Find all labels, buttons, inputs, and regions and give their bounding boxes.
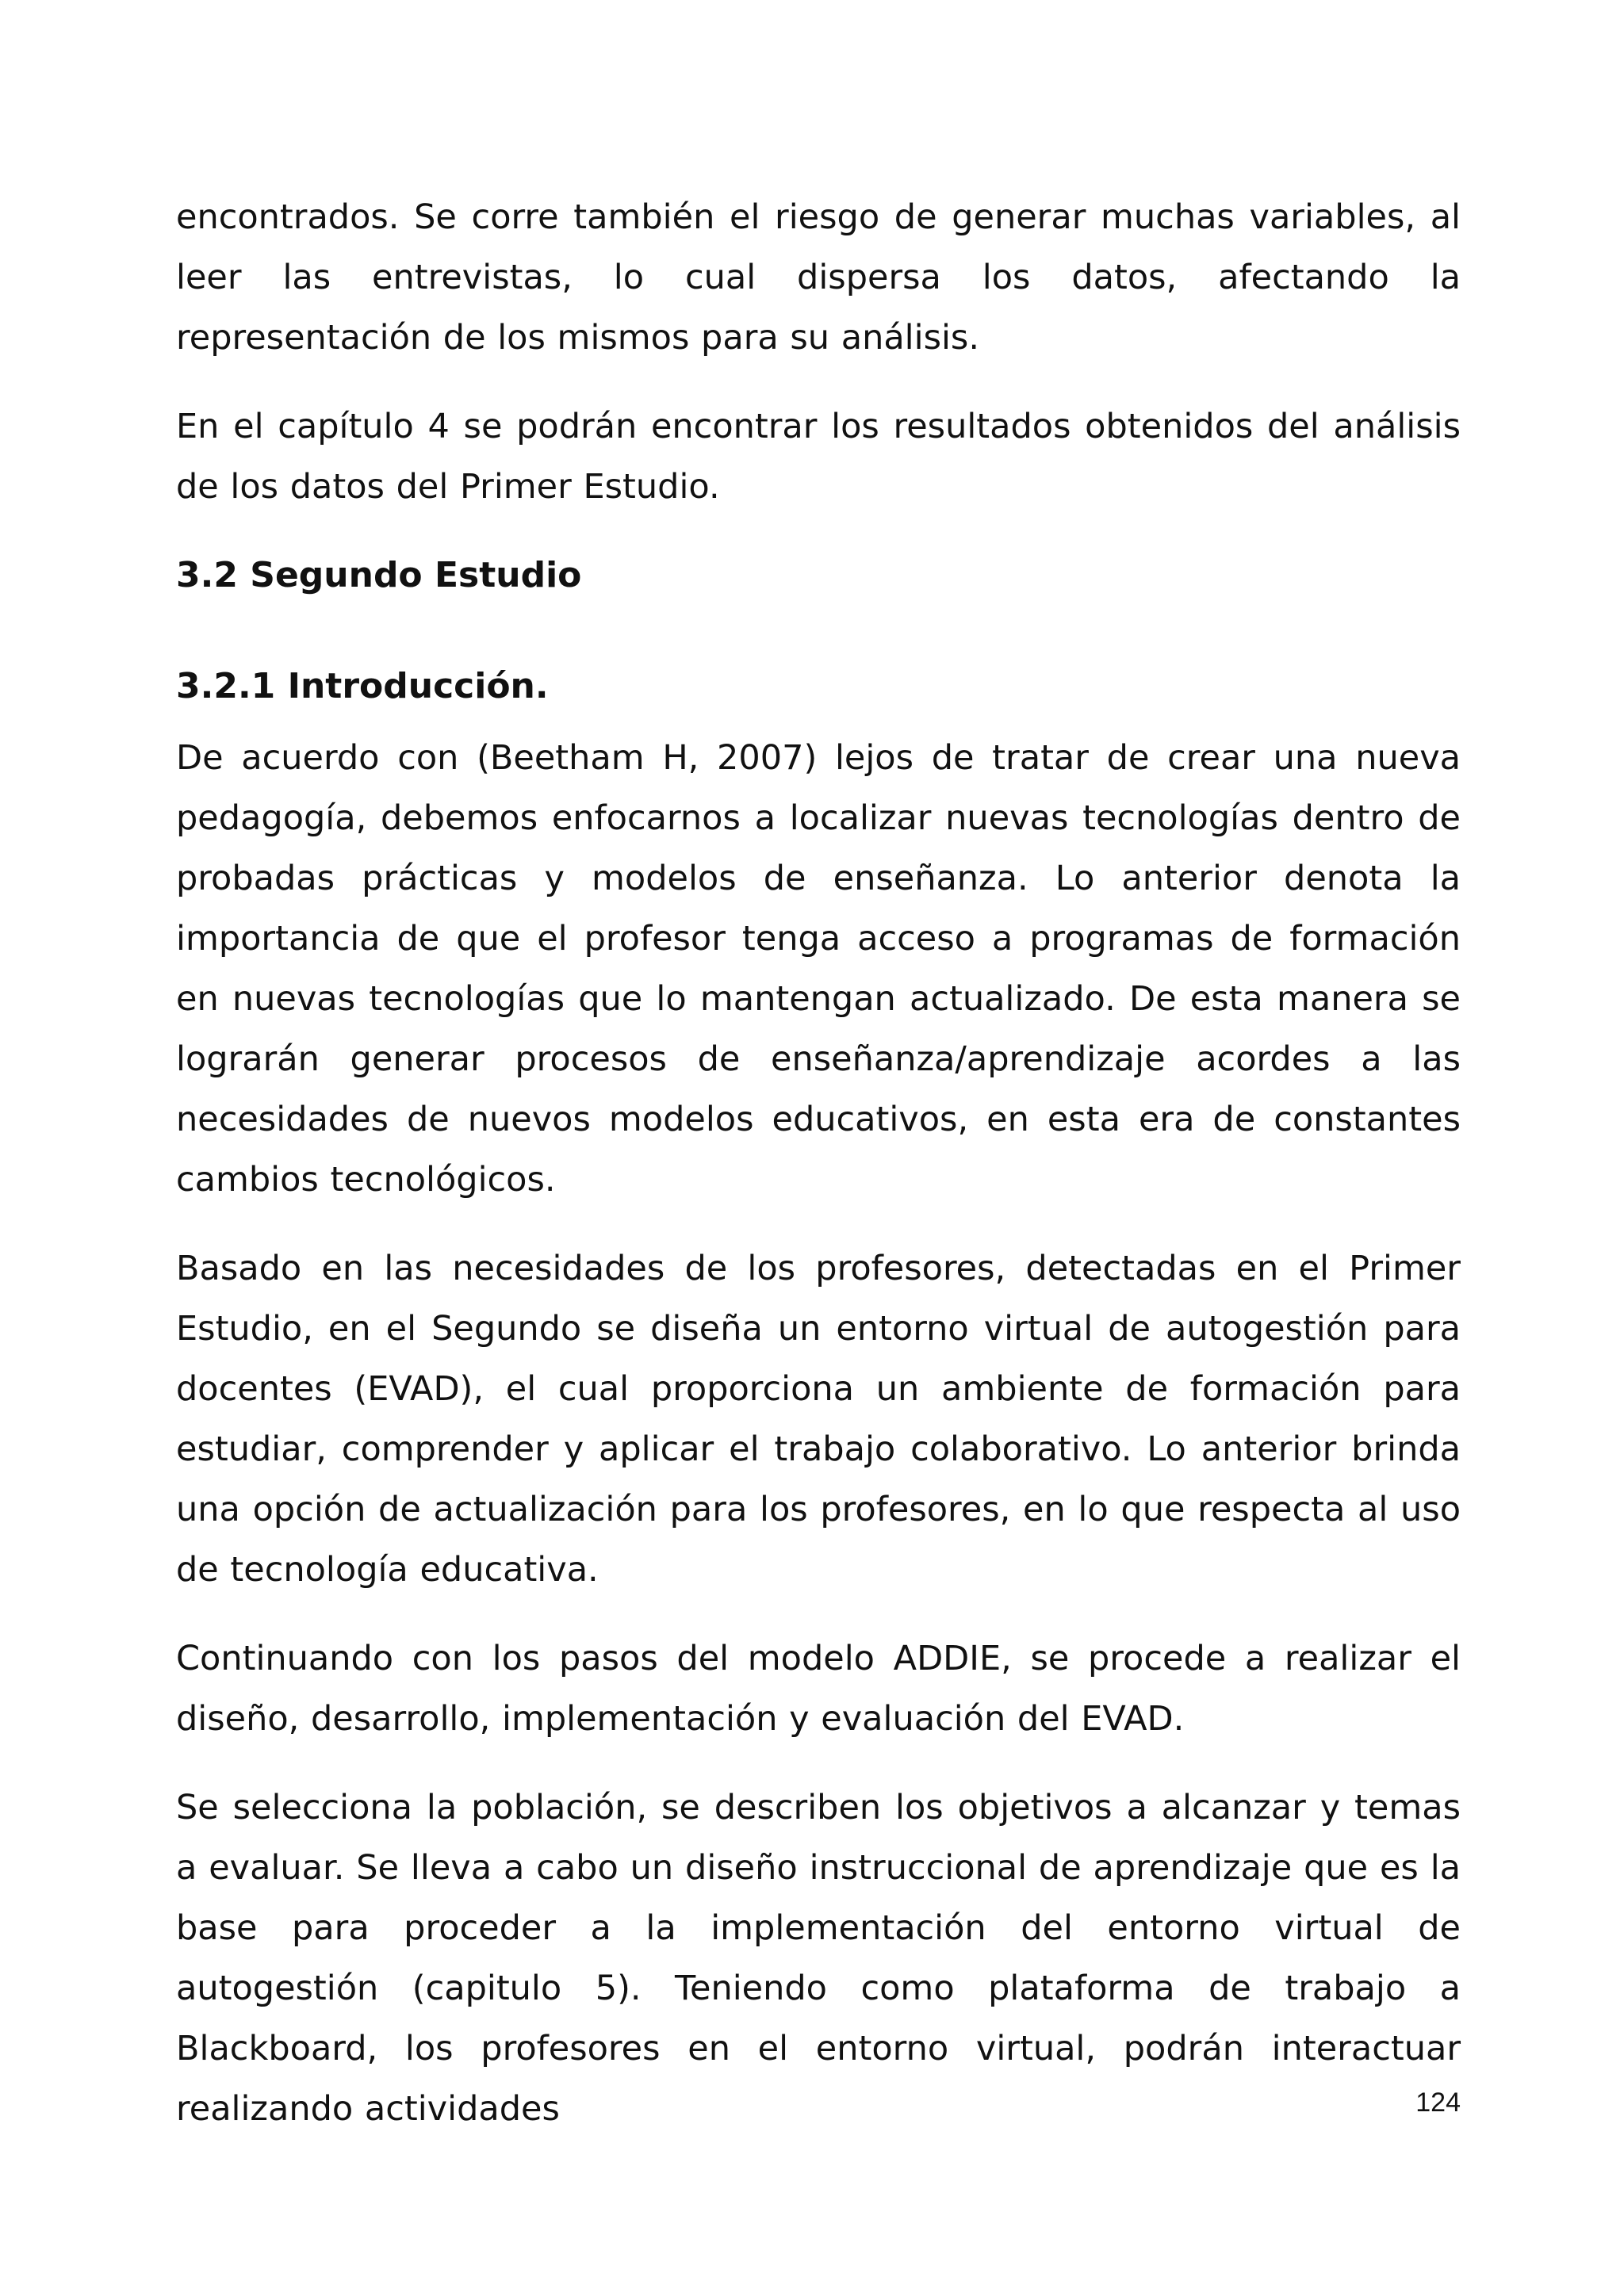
paragraph-addie: Continuando con los pasos del modelo ADDIE, se procede a realizar el diseño, desarrollo, implementación y evaluación del EVAD. (176, 1639, 1461, 1739)
paragraph-population: Se selecciona la población, se describen los objetivos a alcanzar y temas a evaluar. Se lleva a cabo un diseño instruccional de aprendizaje que es la base para proceder a la implementación del entorno virtual de autogestión (capitulo 5). Teniendo como plataforma de trabajo a Blackboard, los profesores en el entorno virtual, podrán interactuar realizando actividades (176, 1788, 1461, 2129)
paragraph-chapter-reference: En el capítulo 4 se podrán encontrar los resultados obtenidos del análisis de los datos del Primer Estudio. (176, 407, 1461, 507)
section-heading: 3.2 Segundo Estudio (176, 555, 582, 595)
paragraph-introduction: De acuerdo con (Beetham H, 2007) lejos de tratar de crear una nueva pedagogía, debemos enfocarnos a localizar nuevas tecnologías dentro de probadas prácticas y modelos de enseñanza. Lo anterior denota la importancia de que el profesor tenga acceso a programas de formación en nuevas tecnologías que lo mantengan actualizado. De esta manera se lograrán generar procesos de enseñanza/aprendizaje acordes a las necesidades de nuevos modelos educativos, en esta era de constantes cambios tecnológicos. (176, 738, 1461, 1200)
page-number: 124 (1415, 2087, 1461, 2118)
paragraph-needs: Basado en las necesidades de los profesores, detectadas en el Primer Estudio, en el Segundo se diseña un entorno virtual de autogestión para docentes (EVAD), el cual proporciona un ambiente de formación para estudiar, comprender y aplicar el trabajo colaborativo. Lo anterior brinda una opción de actualización para los profesores, en lo que respecta al uso de tecnología educativa. (176, 1249, 1461, 1590)
subsection-heading: 3.2.1 Introducción. (176, 666, 549, 706)
page-body (176, 187, 1461, 2139)
paragraph-continuation: encontrados. Se corre también el riesgo de generar muchas variables, al leer las entrevistas, lo cual dispersa los datos, afectando la representación de los mismos para su análisis. (176, 197, 1461, 358)
